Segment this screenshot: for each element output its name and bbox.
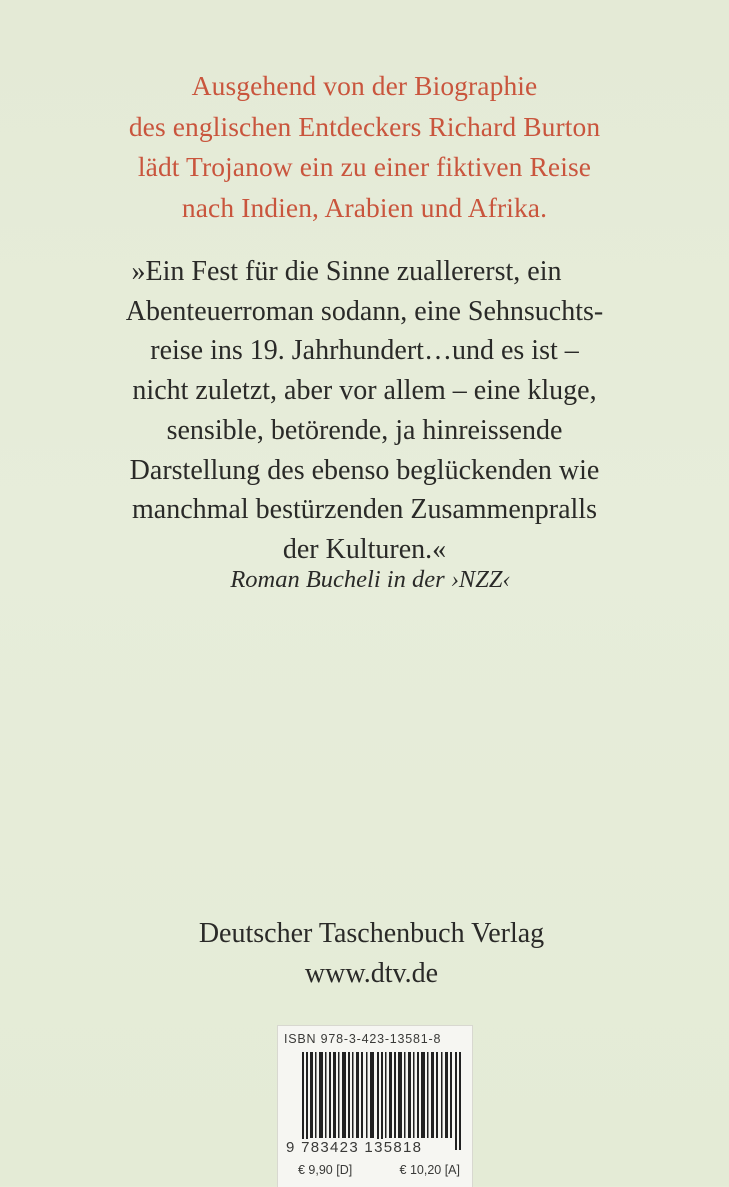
- barcode-bars: [302, 1052, 462, 1150]
- isbn-label: ISBN 978-3-423-13581-8: [284, 1032, 442, 1046]
- quote-line: manchmal bestürzenden Zusammenpralls: [132, 494, 597, 526]
- quote-line: Abenteuerroman sodann, eine Sehnsuchts-: [125, 295, 604, 327]
- quote-line: der Kulturen.«: [282, 533, 447, 565]
- publisher-block: [0, 914, 729, 994]
- publisher-url: www.dtv.de: [304, 958, 439, 989]
- price-germany: € 9,90 [D]: [298, 1163, 353, 1177]
- price-austria: € 10,20 [A]: [399, 1163, 460, 1177]
- quote-line: Darstellung des ebenso beglückenden wie: [129, 454, 600, 486]
- blurb-line: des englischen Entdeckers Richard Burton: [128, 110, 601, 142]
- blurb-line: lädt Trojanow ein zu einer fiktiven Reise: [137, 151, 592, 182]
- isbn-barcode: [277, 1025, 473, 1187]
- quote-line: sensible, betörende, ja hinreissende: [166, 414, 563, 446]
- barcode-digits: 9 783423 135818: [286, 1139, 423, 1156]
- blurb-text: [0, 66, 729, 228]
- blurb-line: nach Indien, Arabien und Afrika.: [181, 191, 548, 223]
- blurb-line: Ausgehend von der Biographie: [191, 70, 538, 101]
- quote-line: reise ins 19. Jahrhundert…und es ist –: [150, 335, 579, 367]
- quote-line: nicht zuletzt, aber vor allem – eine kluge,: [132, 375, 597, 407]
- publisher-name: Deutscher Taschenbuch Verlag: [198, 918, 545, 949]
- review-quote: [0, 252, 729, 570]
- review-attribution: Roman Bucheli in der ›NZZ‹: [230, 566, 511, 593]
- quote-line: »Ein Fest für die Sinne zuallererst, ein: [131, 256, 562, 287]
